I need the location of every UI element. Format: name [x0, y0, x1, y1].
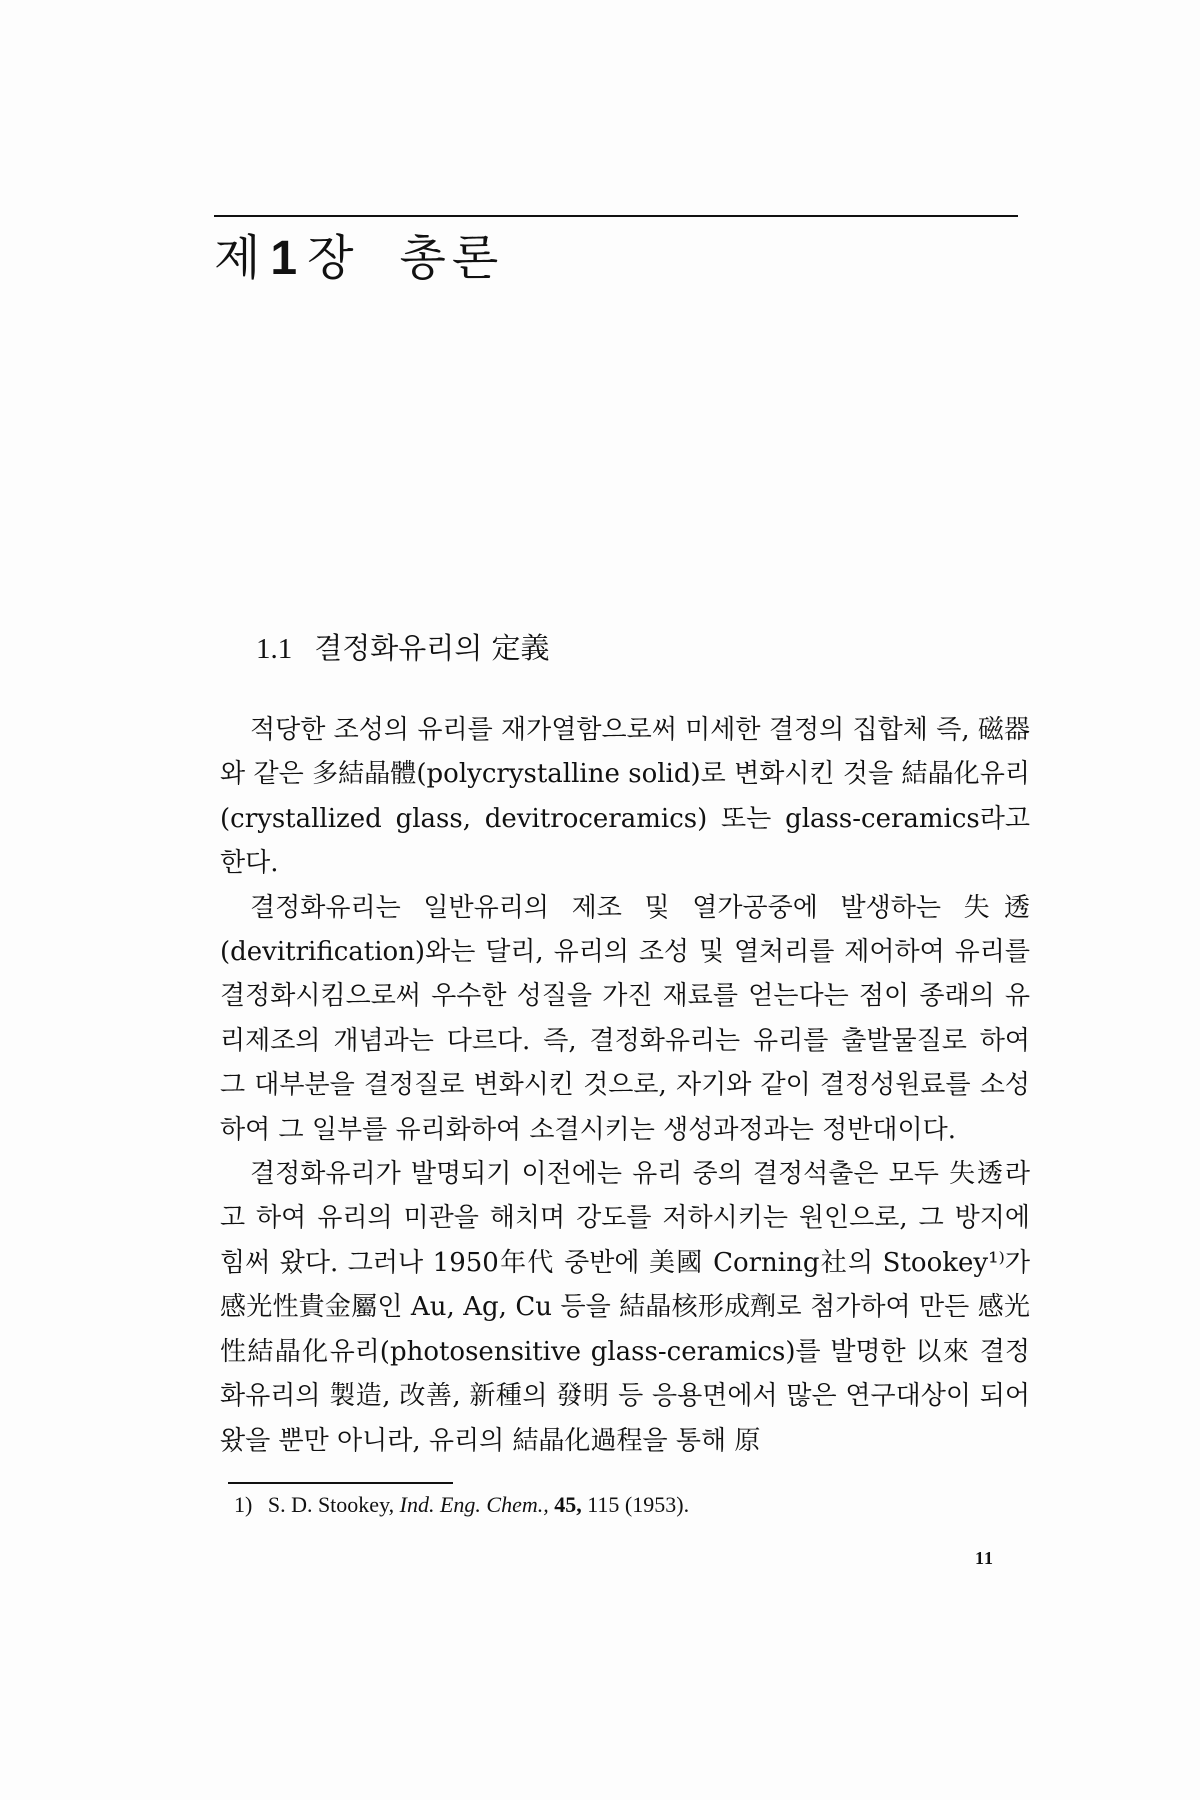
footnote-divider	[228, 1482, 453, 1484]
chapter-top-rule	[214, 215, 1018, 217]
chapter-prefix: 제	[214, 230, 267, 286]
page-number: 11	[975, 1548, 995, 1568]
chapter-suffix: 장	[307, 230, 360, 286]
chapter-name: 총론	[399, 230, 505, 286]
footnote	[234, 1490, 689, 1520]
footnote-number: 1)	[234, 1492, 253, 1517]
section-heading	[256, 628, 550, 669]
footnote-journal: Ind. Eng. Chem.,	[399, 1492, 549, 1517]
body-text	[220, 708, 1030, 1463]
paragraph: 결정화유리가 발명되기 이전에는 유리 중의 결정석출은 모두 失透라고 하여 유리의 미관을 해치며 강도를 저하시키는 원인으로, 그 방지에 힘써 왔다. 그러나 1950年代 중반에 美國 Corning社의 Stookey¹⁾가 感光性貴金屬인 Au, Ag, Cu 등을 結晶核形成劑로 첨가하여 만든 感光性結晶化유리(photosensitive glass-ceramics)를 발명한 以來 결정화유리의 製造, 改善, 新種의 發明 등 응용면에서 많은 연구대상이 되어 왔을 뿐만 아니라, 유리의 結晶化過程을 통해 原	[220, 1159, 1030, 1456]
footnote-volume: 45,	[554, 1492, 582, 1517]
paragraph: 결정화유리는 일반유리의 제조 및 열가공중에 발생하는 失透(devitrification)와는 달리, 유리의 조성 및 열처리를 제어하여 유리를 결정화시킴으로써 우수한 성질을 가진 재료를 얻는다는 점이 종래의 유리제조의 개념과는 다르다. 즉, 결정화유리는 유리를 출발물질로 하여 그 대부분을 결정질로 변화시킨 것으로, 자기와 같이 결정성원료를 소성하여 그 일부를 유리화하여 소결시키는 생성과정과는 정반대이다.	[220, 892, 1030, 1145]
chapter-title	[214, 228, 504, 289]
chapter-number: 1	[270, 232, 304, 285]
section-number: 1.1	[256, 633, 293, 665]
footnote-pages-year: 115 (1953).	[587, 1492, 690, 1517]
section-title: 결정화유리의 定義	[314, 631, 550, 665]
footnote-author: S. D. Stookey,	[267, 1492, 395, 1517]
paragraph: 적당한 조성의 유리를 재가열함으로써 미세한 결정의 집합체 즉, 磁器와 같은 多結晶體(polycrystalline solid)로 변화시킨 것을 結晶化유리(crystallized glass, devitroceramics) 또는 glass-ceramics라고 한다.	[220, 715, 1030, 879]
